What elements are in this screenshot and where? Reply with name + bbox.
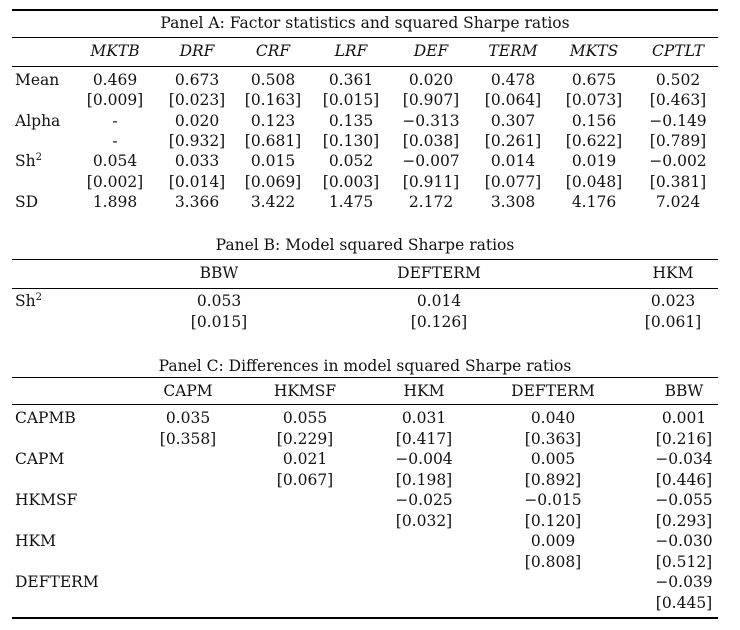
table-cell: 0.502 <box>655 71 701 89</box>
table-cell: −0.015 <box>524 491 582 509</box>
column-header: HKMSF <box>273 382 337 400</box>
table-cell: −0.034 <box>655 450 713 468</box>
table-cell: 4.176 <box>571 193 617 211</box>
table-cell: 3.308 <box>490 193 536 211</box>
table-cell: [0.014] <box>168 173 226 191</box>
table-cell: [0.002] <box>86 173 144 191</box>
table-cell: [0.363] <box>524 430 582 448</box>
table-cell: −0.007 <box>402 152 460 170</box>
bottom-rule <box>12 617 718 619</box>
column-header: HKM <box>652 264 694 282</box>
table-cell: 1.898 <box>92 193 138 211</box>
table-cell: 0.307 <box>490 112 536 130</box>
table-cell: [0.808] <box>524 553 582 571</box>
table-cell: [0.067] <box>276 471 334 489</box>
table-cell: [0.381] <box>649 173 707 191</box>
table-cell: 0.135 <box>328 112 374 130</box>
table-cell: - <box>112 112 118 130</box>
row-label <box>15 193 38 211</box>
row-label-text: HKMSF <box>15 491 78 509</box>
table-cell: [0.015] <box>190 313 248 331</box>
table-cell: [0.229] <box>276 430 334 448</box>
table-cell: 0.020 <box>408 71 454 89</box>
table-cell: [0.216] <box>655 430 713 448</box>
table-cell: 0.673 <box>174 71 220 89</box>
table-cell: [0.446] <box>655 471 713 489</box>
table-cell: 0.009 <box>530 532 576 550</box>
table-cell: [0.358] <box>159 430 217 448</box>
table-cell: [0.048] <box>565 173 623 191</box>
table-cell: [0.417] <box>395 430 453 448</box>
table-cell: 0.040 <box>530 409 576 427</box>
table-cell: −0.055 <box>655 491 713 509</box>
table-cell: 0.033 <box>174 152 220 170</box>
panel-c-header-rule <box>12 404 718 405</box>
panel-b-header-rule <box>12 288 718 289</box>
table-cell: −0.030 <box>655 532 713 550</box>
table-cell: [0.789] <box>649 132 707 150</box>
table-cell: [0.038] <box>402 132 460 150</box>
column-header: CRF <box>255 42 291 60</box>
row-label <box>15 152 42 170</box>
table-cell: [0.163] <box>244 91 302 109</box>
table-cell: [0.023] <box>168 91 226 109</box>
panel-a-title-rule <box>12 37 718 38</box>
table-cell: [0.069] <box>244 173 302 191</box>
table-cell: [0.512] <box>655 553 713 571</box>
table-cell: 0.021 <box>282 450 328 468</box>
table-cell: [0.445] <box>655 594 713 612</box>
row-label <box>15 573 99 591</box>
table-cell: 0.675 <box>571 71 617 89</box>
table-cell: [0.681] <box>244 132 302 150</box>
column-header: CPTLT <box>652 42 704 60</box>
table-cell: [0.463] <box>649 91 707 109</box>
table-cell: [0.261] <box>484 132 542 150</box>
panel-b-title: Panel B: Model squared Sharpe ratios <box>215 236 515 254</box>
table-cell: 1.475 <box>328 193 374 211</box>
table-cell: [0.932] <box>168 132 226 150</box>
table-cell: [0.126] <box>410 313 468 331</box>
table-cell: [0.073] <box>565 91 623 109</box>
row-label-text: Sh <box>15 292 36 310</box>
table-cell: [0.064] <box>484 91 542 109</box>
column-header: DEF <box>413 42 449 60</box>
row-label <box>15 112 60 130</box>
table-cell: 0.019 <box>571 152 617 170</box>
table-cell: [0.009] <box>86 91 144 109</box>
table-cell: [0.892] <box>524 471 582 489</box>
column-header: LRF <box>334 42 368 60</box>
table-cell: 3.366 <box>174 193 220 211</box>
table-cell: 0.005 <box>530 450 576 468</box>
row-label-text: HKM <box>15 532 56 550</box>
table-cell: 0.478 <box>490 71 536 89</box>
row-label <box>15 450 64 468</box>
table-cell: [0.077] <box>484 173 542 191</box>
table-cell: 0.014 <box>490 152 536 170</box>
row-label-text: CAPMB <box>15 409 76 427</box>
table-cell: [0.293] <box>655 512 713 530</box>
table-cell: 0.123 <box>250 112 296 130</box>
table-cell: [0.907] <box>402 91 460 109</box>
table-cell: −0.149 <box>649 112 707 130</box>
table-cell: [0.061] <box>644 313 702 331</box>
table-cell: −0.002 <box>649 152 707 170</box>
table-cell: 0.031 <box>401 409 447 427</box>
table-cell: [0.911] <box>402 173 460 191</box>
table-cell: 0.014 <box>416 292 462 310</box>
table-cell: 0.020 <box>174 112 220 130</box>
column-header: MKTB <box>90 42 140 60</box>
table-cell: 0.469 <box>92 71 138 89</box>
table-cell: 0.055 <box>282 409 328 427</box>
column-header: MKTS <box>569 42 619 60</box>
table-cell: [0.015] <box>322 91 380 109</box>
table-cell: 3.422 <box>250 193 296 211</box>
table-cell: 0.023 <box>650 292 696 310</box>
column-header: TERM <box>488 42 538 60</box>
row-label-text: Mean <box>15 71 60 89</box>
table-cell: [0.198] <box>395 471 453 489</box>
column-header: CAPM <box>163 382 213 400</box>
table-cell: 0.361 <box>328 71 374 89</box>
column-header: BBW <box>199 264 239 282</box>
table-cell: 0.508 <box>250 71 296 89</box>
table-cell: [0.130] <box>322 132 380 150</box>
table-cell: [0.120] <box>524 512 582 530</box>
row-label <box>15 532 56 550</box>
table-cell: - <box>112 132 118 150</box>
table-cell: 7.024 <box>655 193 701 211</box>
column-header: DRF <box>179 42 215 60</box>
row-label-text: DEFTERM <box>15 573 99 591</box>
column-header: DEFTERM <box>511 382 595 400</box>
table-cell: 0.052 <box>328 152 374 170</box>
panel-c-title-rule <box>12 377 718 378</box>
row-label <box>15 71 59 89</box>
table-cell: −0.004 <box>395 450 453 468</box>
row-label-text: Sh <box>15 152 36 170</box>
row-label-text: CAPM <box>15 450 65 468</box>
table-cell: 0.053 <box>196 292 242 310</box>
row-label-superscript: 2 <box>35 291 42 303</box>
panel-b-title-rule <box>12 259 718 260</box>
table-cell: 0.054 <box>92 152 138 170</box>
table-cell: [0.003] <box>322 173 380 191</box>
table-cell: −0.039 <box>655 573 713 591</box>
column-header: BBW <box>664 382 704 400</box>
table-cell: 0.156 <box>571 112 617 130</box>
table-cell: −0.025 <box>395 491 453 509</box>
panel-c-title: Panel C: Differences in model squared Sharpe ratios <box>158 357 572 375</box>
row-label <box>15 409 76 427</box>
column-header: DEFTERM <box>397 264 481 282</box>
top-rule <box>12 9 718 11</box>
table-cell: 0.001 <box>661 409 707 427</box>
table-cell: [0.032] <box>395 512 453 530</box>
panel-a-header-rule <box>12 66 718 67</box>
column-header: HKM <box>403 382 445 400</box>
row-label <box>15 491 77 509</box>
row-label-superscript: 2 <box>35 151 42 163</box>
table-cell: 0.035 <box>165 409 211 427</box>
row-label-text: Alpha <box>15 112 61 130</box>
row-label <box>15 292 42 310</box>
table-cell: −0.313 <box>402 112 460 130</box>
row-label-text: SD <box>15 193 39 211</box>
table-cell: [0.622] <box>565 132 623 150</box>
panel-a-title: Panel A: Factor statistics and squared Sharpe ratios <box>160 14 570 32</box>
table-cell: 2.172 <box>408 193 454 211</box>
table-cell: 0.015 <box>250 152 296 170</box>
